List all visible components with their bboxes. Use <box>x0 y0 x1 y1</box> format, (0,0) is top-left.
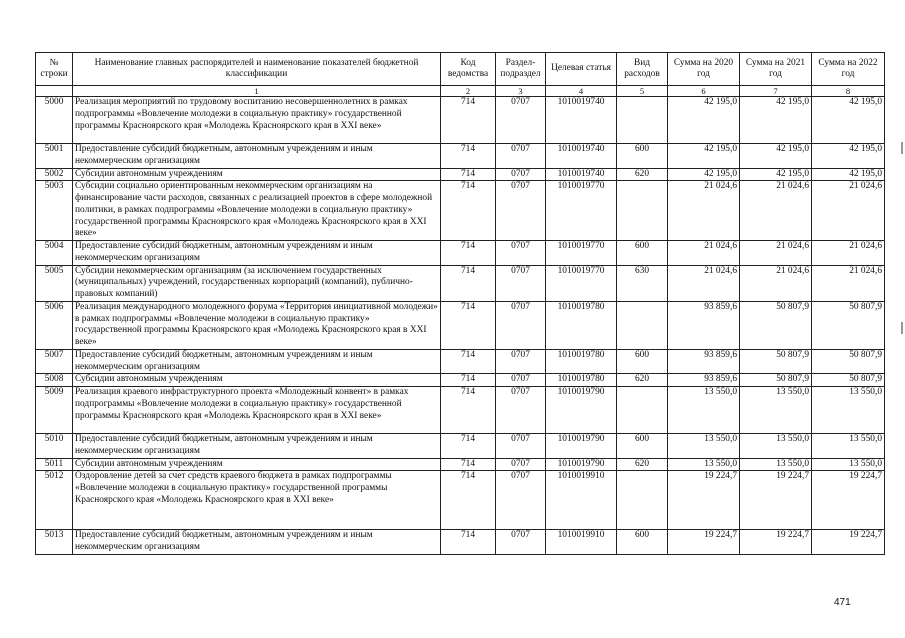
expense-type: 600 <box>617 349 668 374</box>
row-number: 5000 <box>36 97 73 144</box>
sum-2020: 13 550,0 <box>668 387 740 434</box>
sum-2020: 42 195,0 <box>668 168 740 181</box>
table-row <box>36 458 885 471</box>
row-number: 5011 <box>36 458 73 471</box>
sum-2020: 42 195,0 <box>668 97 740 144</box>
sum-2020: 42 195,0 <box>668 144 740 169</box>
dept-code: 714 <box>441 301 496 349</box>
sum-2021: 50 807,9 <box>740 349 812 374</box>
expense-type: 600 <box>617 144 668 169</box>
row-name: Субсидии автономным учреждениям <box>73 458 441 471</box>
sum-2022: 21 024,6 <box>812 265 885 301</box>
column-number: 7 <box>740 86 812 97</box>
section-code: 0707 <box>496 144 546 169</box>
sum-2022: 50 807,9 <box>812 374 885 387</box>
row-number: 5010 <box>36 434 73 459</box>
sum-2021: 42 195,0 <box>740 168 812 181</box>
sum-2021: 19 224,7 <box>740 471 812 530</box>
table-row <box>36 387 885 434</box>
sum-2022: 19 224,7 <box>812 471 885 530</box>
table-row <box>36 374 885 387</box>
row-name: Предоставление субсидий бюджетным, автономным учреждениям и иным некоммерческим организациям <box>73 349 441 374</box>
row-name: Реализация мероприятий по трудовому воспитанию несовершеннолетних в рамках подпрограммы «Вовлечение молодежи в социальную практику» государственной программы Красноярского края «Молодежь Красноярского края в XXI веке» <box>73 97 441 144</box>
target-article: 1010019910 <box>546 530 617 555</box>
row-name: Реализация краевого инфраструктурного проекта «Молодежный конвент» в рамках подпрограммы «Вовлечение молодежи в социальную практику» государственной программы Красноярского края «Молодежь Красноярского края в XXI веке» <box>73 387 441 434</box>
target-article: 1010019770 <box>546 265 617 301</box>
sum-2020: 21 024,6 <box>668 241 740 266</box>
section-code: 0707 <box>496 434 546 459</box>
sum-2020: 21 024,6 <box>668 181 740 241</box>
row-number: 5007 <box>36 349 73 374</box>
dept-code: 714 <box>441 374 496 387</box>
expense-type: 600 <box>617 241 668 266</box>
section-code: 0707 <box>496 181 546 241</box>
section-code: 0707 <box>496 458 546 471</box>
sum-2021: 21 024,6 <box>740 241 812 266</box>
expense-type <box>617 97 668 144</box>
sum-2022: 42 195,0 <box>812 168 885 181</box>
table-header-row <box>36 53 885 86</box>
row-number: 5004 <box>36 241 73 266</box>
target-article: 1010019770 <box>546 181 617 241</box>
dept-code: 714 <box>441 458 496 471</box>
target-article: 1010019910 <box>546 471 617 530</box>
row-number: 5009 <box>36 387 73 434</box>
table-row <box>36 471 885 530</box>
page-number: 471 <box>834 597 851 608</box>
col-header-article: Целевая статья <box>546 53 617 86</box>
row-name: Предоставление субсидий бюджетным, автономным учреждениям и иным некоммерческим организациям <box>73 144 441 169</box>
row-number: 5002 <box>36 168 73 181</box>
sum-2020: 93 859,6 <box>668 301 740 349</box>
sum-2020: 13 550,0 <box>668 458 740 471</box>
dept-code: 714 <box>441 349 496 374</box>
sum-2020: 93 859,6 <box>668 374 740 387</box>
row-number: 5008 <box>36 374 73 387</box>
row-name: Предоставление субсидий бюджетным, автономным учреждениям и иным некоммерческим организациям <box>73 434 441 459</box>
sum-2022: 42 195,0 <box>812 144 885 169</box>
expense-type <box>617 471 668 530</box>
col-header-name: Наименование главных распорядителей и наименование показателей бюджетной классификации <box>73 53 441 86</box>
row-number: 5006 <box>36 301 73 349</box>
column-number: 4 <box>546 86 617 97</box>
sum-2021: 42 195,0 <box>740 97 812 144</box>
scan-edge-mark <box>901 142 903 154</box>
sum-2021: 50 807,9 <box>740 301 812 349</box>
expense-type: 600 <box>617 530 668 555</box>
dept-code: 714 <box>441 530 496 555</box>
section-code: 0707 <box>496 168 546 181</box>
section-code: 0707 <box>496 301 546 349</box>
table-row <box>36 434 885 459</box>
row-number: 5013 <box>36 530 73 555</box>
row-name: Субсидии автономным учреждениям <box>73 168 441 181</box>
sum-2021: 13 550,0 <box>740 458 812 471</box>
section-code: 0707 <box>496 241 546 266</box>
section-code: 0707 <box>496 265 546 301</box>
target-article: 1010019790 <box>546 434 617 459</box>
row-number: 5003 <box>36 181 73 241</box>
sum-2022: 21 024,6 <box>812 181 885 241</box>
col-header-sum-2021: Сумма на 2021 год <box>740 53 812 86</box>
table-row <box>36 301 885 349</box>
table-row <box>36 168 885 181</box>
dept-code: 714 <box>441 434 496 459</box>
sum-2021: 21 024,6 <box>740 265 812 301</box>
target-article: 1010019740 <box>546 144 617 169</box>
target-article: 1010019790 <box>546 387 617 434</box>
sum-2021: 42 195,0 <box>740 144 812 169</box>
dept-code: 714 <box>441 97 496 144</box>
sum-2022: 42 195,0 <box>812 97 885 144</box>
sum-2021: 21 024,6 <box>740 181 812 241</box>
sum-2020: 21 024,6 <box>668 265 740 301</box>
row-number: 5012 <box>36 471 73 530</box>
sum-2022: 50 807,9 <box>812 349 885 374</box>
section-code: 0707 <box>496 374 546 387</box>
budget-table <box>35 52 885 555</box>
expense-type: 600 <box>617 434 668 459</box>
expense-type: 630 <box>617 265 668 301</box>
row-name: Субсидии социально ориентированным некоммерческим организациям на финансирование части расходов, связанных с реализацией проектов в сфере молодежной политики, в рамках подпрограммы «Вовлечение молодежи в социальную практику» государственной программы Красноярского края «Молодежь Красноярского края в XXI веке» <box>73 181 441 241</box>
row-name: Оздоровление детей за счет средств краевого бюджета в рамках подпрограммы «Вовлечение молодежи в социальную практику» государственной программы Красноярского края «Молодежь Красноярского края в XXI веке» <box>73 471 441 530</box>
table-row <box>36 97 885 144</box>
row-name: Субсидии автономным учреждениям <box>73 374 441 387</box>
sum-2021: 13 550,0 <box>740 434 812 459</box>
sum-2022: 19 224,7 <box>812 530 885 555</box>
scan-edge-mark <box>901 322 903 334</box>
col-header-dept-code: Код ведомства <box>441 53 496 86</box>
column-number: 8 <box>812 86 885 97</box>
sum-2022: 13 550,0 <box>812 458 885 471</box>
expense-type: 620 <box>617 458 668 471</box>
column-number: 3 <box>496 86 546 97</box>
table-row <box>36 144 885 169</box>
dept-code: 714 <box>441 471 496 530</box>
expense-type: 620 <box>617 168 668 181</box>
sum-2020: 13 550,0 <box>668 434 740 459</box>
column-number: 5 <box>617 86 668 97</box>
dept-code: 714 <box>441 387 496 434</box>
column-number <box>36 86 73 97</box>
col-header-sum-2022: Сумма на 2022 год <box>812 53 885 86</box>
col-header-sum-2020: Сумма на 2020 год <box>668 53 740 86</box>
sum-2021: 50 807,9 <box>740 374 812 387</box>
sum-2022: 13 550,0 <box>812 387 885 434</box>
column-number: 1 <box>73 86 441 97</box>
column-number: 6 <box>668 86 740 97</box>
dept-code: 714 <box>441 144 496 169</box>
dept-code: 714 <box>441 168 496 181</box>
section-code: 0707 <box>496 530 546 555</box>
target-article: 1010019790 <box>546 458 617 471</box>
row-number: 5005 <box>36 265 73 301</box>
col-header-expense-type: Вид расходов <box>617 53 668 86</box>
table-row <box>36 181 885 241</box>
sum-2022: 21 024,6 <box>812 241 885 266</box>
table-row <box>36 349 885 374</box>
row-name: Предоставление субсидий бюджетным, автономным учреждениям и иным некоммерческим организациям <box>73 530 441 555</box>
section-code: 0707 <box>496 349 546 374</box>
target-article: 1010019780 <box>546 301 617 349</box>
row-name: Субсидии некоммерческим организациям (за исключением государственных (муниципальных) учреждений, государственных корпораций (компаний), публично-правовых компаний) <box>73 265 441 301</box>
expense-type <box>617 387 668 434</box>
table-row <box>36 530 885 555</box>
sum-2022: 13 550,0 <box>812 434 885 459</box>
table-row <box>36 265 885 301</box>
target-article: 1010019770 <box>546 241 617 266</box>
row-name: Предоставление субсидий бюджетным, автономным учреждениям и иным некоммерческим организациям <box>73 241 441 266</box>
column-number-row <box>36 86 885 97</box>
sum-2020: 19 224,7 <box>668 471 740 530</box>
section-code: 0707 <box>496 387 546 434</box>
row-number: 5001 <box>36 144 73 169</box>
target-article: 1010019780 <box>546 349 617 374</box>
sum-2021: 19 224,7 <box>740 530 812 555</box>
expense-type <box>617 181 668 241</box>
dept-code: 714 <box>441 181 496 241</box>
table-body <box>36 97 885 555</box>
row-name: Реализация международного молодежного форума «Территория инициативной молодежи» в рамках подпрограммы «Вовлечение молодежи в социальную практику» государственной программы Красноярского края «Молодежь Красноярского края в XXI веке» <box>73 301 441 349</box>
sum-2020: 93 859,6 <box>668 349 740 374</box>
dept-code: 714 <box>441 265 496 301</box>
table-row <box>36 241 885 266</box>
section-code: 0707 <box>496 97 546 144</box>
target-article: 1010019740 <box>546 168 617 181</box>
target-article: 1010019740 <box>546 97 617 144</box>
col-header-row-no: № строки <box>36 53 73 86</box>
dept-code: 714 <box>441 241 496 266</box>
expense-type <box>617 301 668 349</box>
expense-type: 620 <box>617 374 668 387</box>
sum-2021: 13 550,0 <box>740 387 812 434</box>
col-header-section: Раздел-подраздел <box>496 53 546 86</box>
section-code: 0707 <box>496 471 546 530</box>
target-article: 1010019780 <box>546 374 617 387</box>
sum-2022: 50 807,9 <box>812 301 885 349</box>
sum-2020: 19 224,7 <box>668 530 740 555</box>
column-number: 2 <box>441 86 496 97</box>
